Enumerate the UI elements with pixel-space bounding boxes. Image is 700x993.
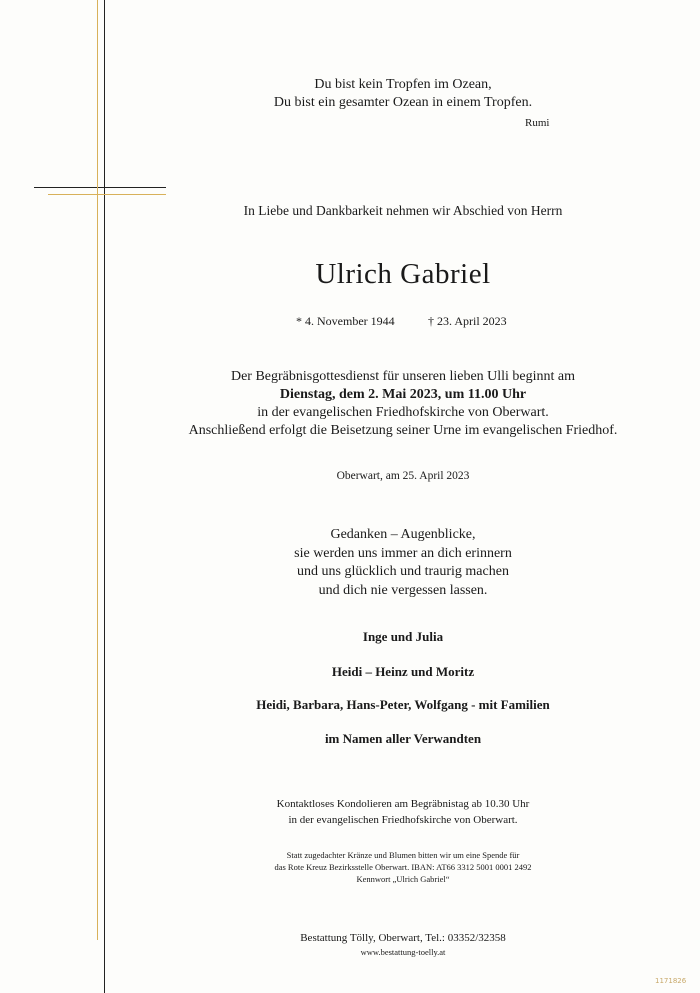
donation-line-2: das Rote Kreuz Bezirksstelle Oberwart. IBAN: AT66 3312 5001 0001 2492 [274,862,532,872]
undertaker-website: www.bestattung-toelly.at [360,947,446,957]
condolence-note [110,797,696,828]
service-date-time: Dienstag, dem 2. Mai 2023, um 11.00 Uhr [279,387,527,402]
family-line-4: im Namen aller Verwandten [324,731,482,746]
funeral-service-info [110,368,696,440]
family-line-3: Heidi, Barbara, Hans-Peter, Wolfgang - mit Familien [256,697,550,712]
place-date: Oberwart, am 25. April 2023 [336,470,470,482]
cross-gold-horizontal-line [48,194,166,195]
quote-line-2: Du bist ein gesamter Ozean in einem Tropfen. [273,95,533,110]
poem-line-3: und uns glücklich und traurig machen [297,564,509,579]
memorial-poem [110,526,696,600]
condolence-line-2: in der evangelischen Friedhofskirche von Oberwart. [288,813,518,826]
family-line-1: Inge und Julia [362,629,444,644]
cross-gold-vertical-line [97,0,98,940]
intro-text: In Liebe und Dankbarkeit nehmen wir Abschied von Herrn [243,203,563,218]
quote-line-1: Du bist kein Tropfen im Ozean, [314,77,492,92]
donation-line-1: Statt zugedachter Kränze und Blumen bitten wir um eine Spende für [286,850,520,860]
poem-line-1: Gedanken – Augenblicke, [330,527,476,542]
undertaker-contact: Bestattung Tölly, Oberwart, Tel.: 03352/32358 [300,932,506,944]
reference-code: 1171826 [655,977,687,985]
opening-quote [110,76,696,112]
birth-date: * 4. November 1944 [296,314,395,328]
cross-horizontal-line [34,187,166,188]
service-line-4: Anschließend erfolgt die Beisetzung seiner Urne im evangelischen Friedhof. [188,423,618,438]
quote-author: Rumi [525,117,550,129]
donation-line-3: Kennwort „Ulrich Gabriel“ [356,874,450,884]
cross-vertical-line [104,0,105,993]
poem-line-2: sie werden uns immer an dich erinnern [294,545,512,561]
death-date: † 23. April 2023 [428,314,507,328]
service-line-3: in der evangelischen Friedhofskirche von Oberwart. [257,405,549,420]
poem-line-4: und dich nie vergessen lassen. [318,582,488,598]
deceased-name: Ulrich Gabriel [315,258,491,290]
family-line-2: Heidi – Heinz und Moritz [331,664,475,679]
undertaker-info [110,931,696,959]
service-line-1: Der Begräbnisgottesdienst für unseren lieben Ulli beginnt am [230,369,576,384]
condolence-line-1: Kontaktloses Kondolieren am Begräbnistag ab 10.30 Uhr [276,798,530,810]
donation-note [110,849,696,885]
